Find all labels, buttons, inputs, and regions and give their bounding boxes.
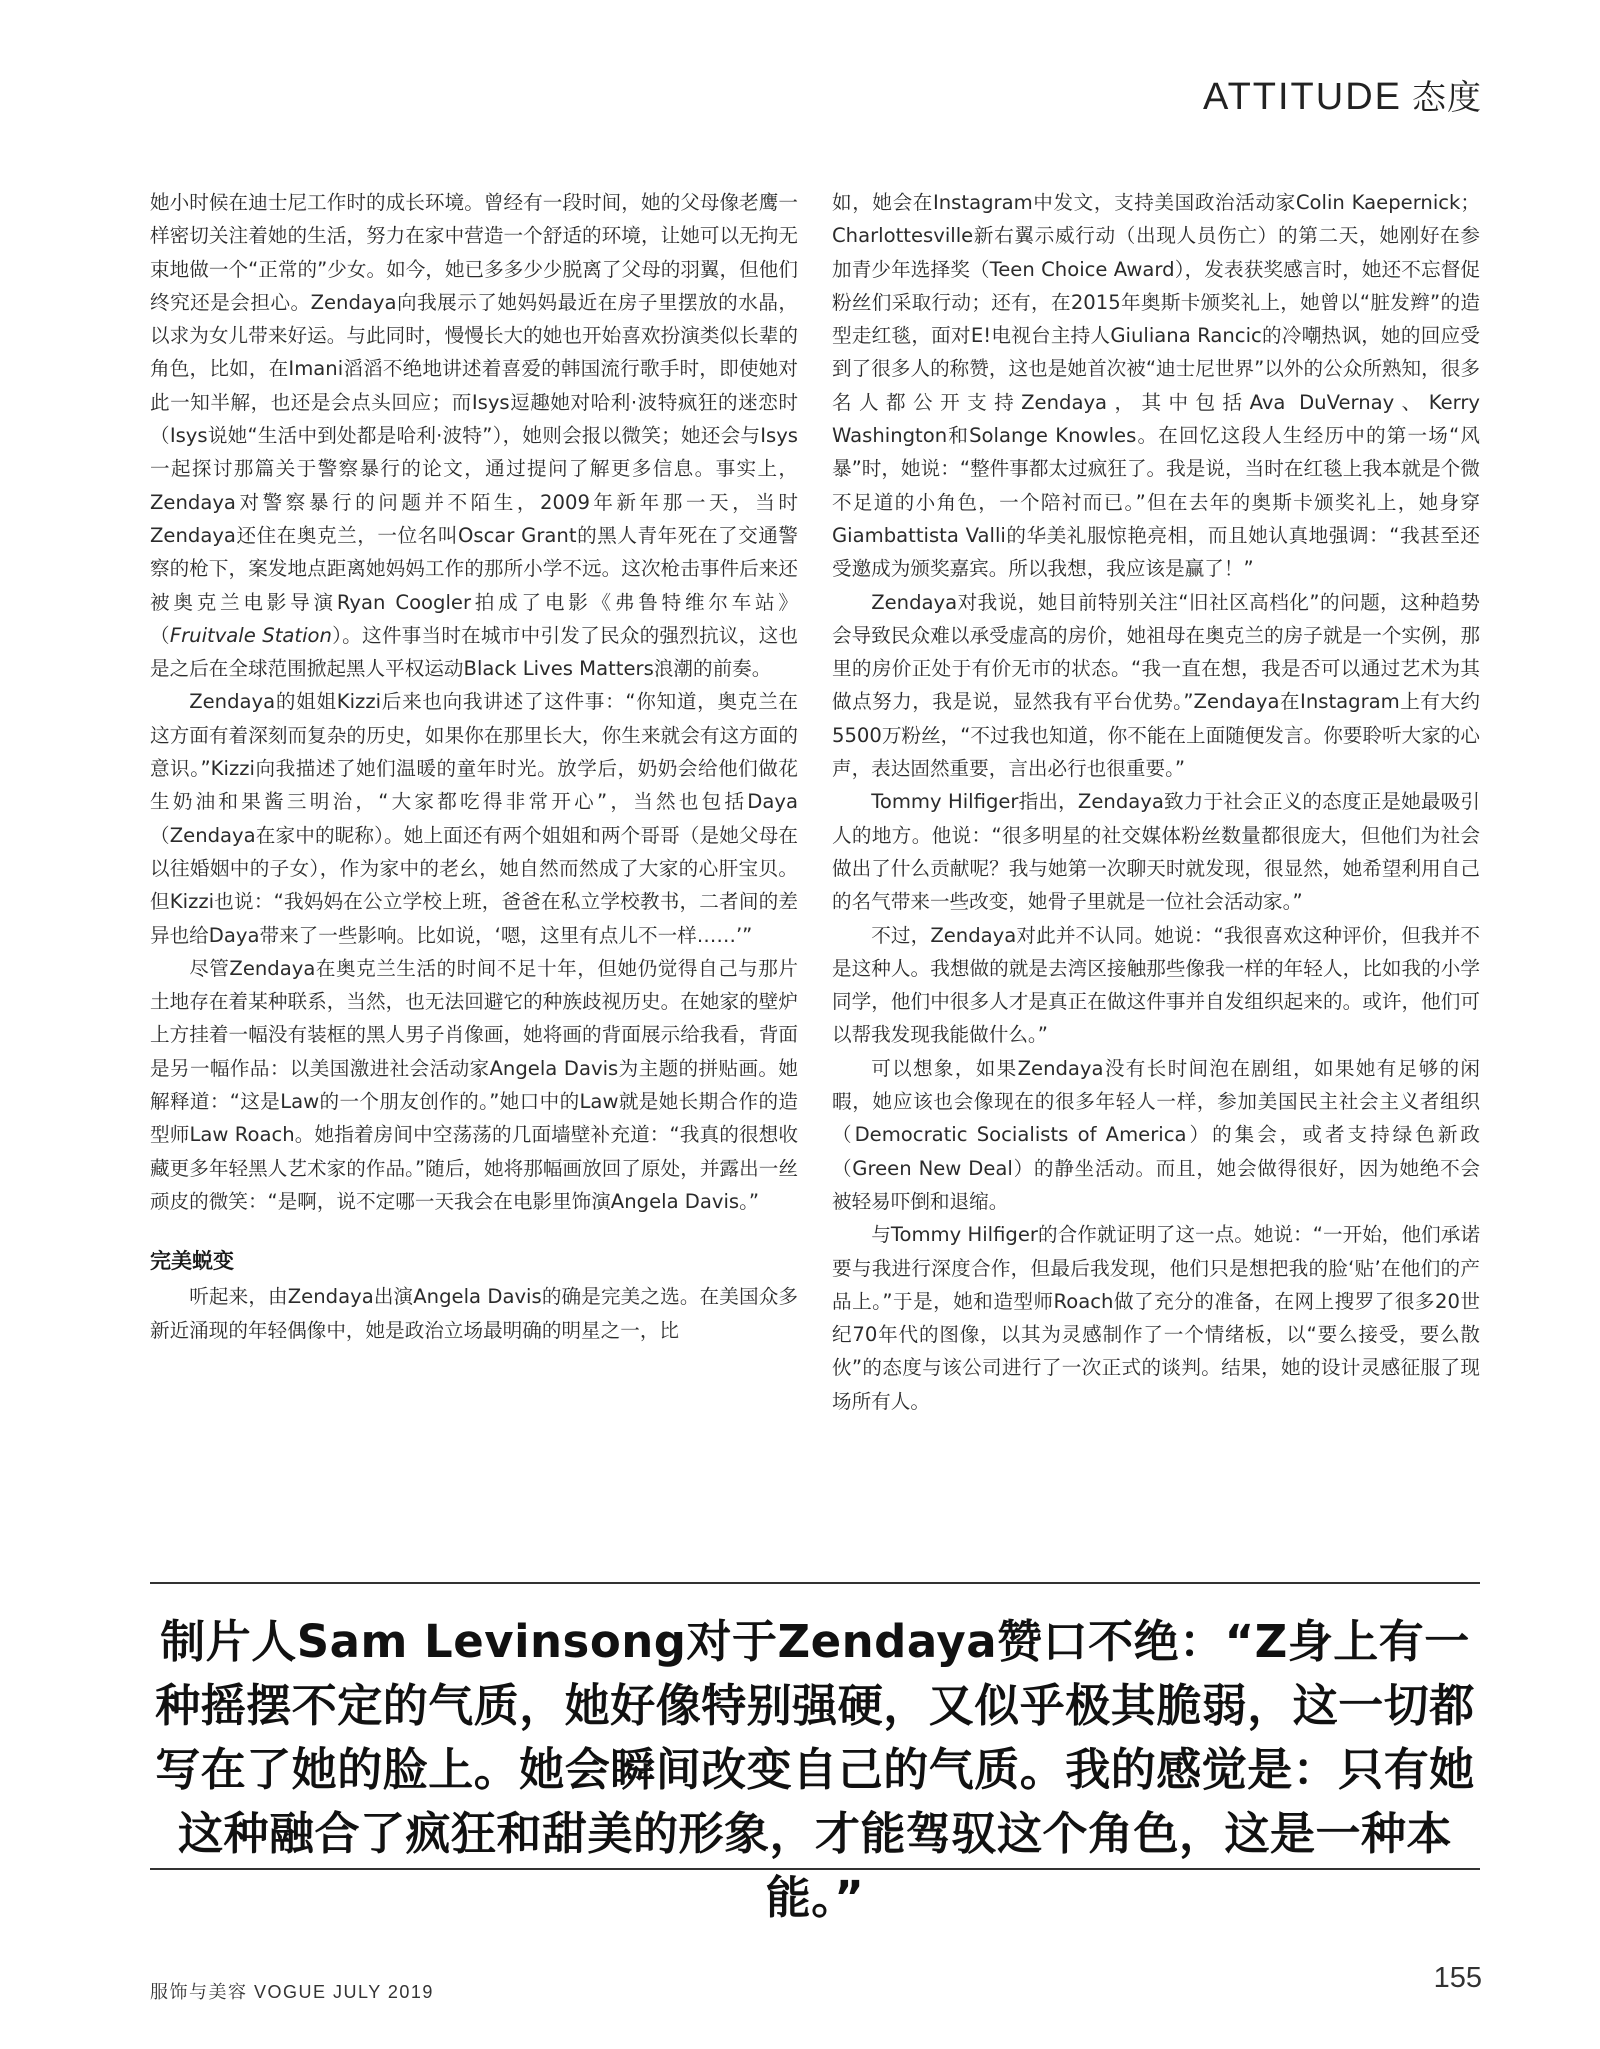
paragraph-text: 她小时候在迪士尼工作时的成长环境。曾经有一段时间，她的父母像老鹰一样密切关注着她的生活，努力在家中营造一个舒适的环境，让她可以无拘无束地做一个“正常的”少女。如今，她已多多少少脱离了父母的羽翼，但他们终究还是会担心。Zendaya向我展示了她妈妈最近在房子里摆放的水晶，以求为女儿带来好运。与此同时，慢慢长大的她也开始喜欢扮演类似长辈的角色，比如，在Imani滔滔不绝地讲述着喜爱的韩国流行歌手时，即使她对此一知半解，也还是会点头回应；而Isys逗趣她对哈利·波特疯狂的迷恋时（Isys说她“生活中到处都是哈利·波特”），她则会报以微笑；她还会与Isys一起探讨那篇关于警察暴行的论文，通过提问了解更多信息。事实上，Zendaya对警察暴行的问题并不陌生，2009年新年那一天，当时Zendaya还住在奥克兰，一位名叫Oscar Grant的黑人青年死在了交通警察的枪下，案发地点距离她妈妈工作的那所小学不远。这次枪击事件后来还被奥克兰电影导演Ryan Coogler拍成了电影《弗鲁特维尔车站》（	[150, 191, 798, 647]
publication-footer: 服饰与美容 VOGUE JULY 2019	[150, 1982, 434, 2002]
article-paragraph: 不过，Zendaya对此并不认同。她说：“我很喜欢这种评价，但我并不是这种人。我想做的就是去湾区接触那些像我一样的年轻人，比如我的小学同学，他们中很多人才是真正在做这件事并自发组织起来的。或许，他们可以帮我发现我能做什么。”	[832, 923, 1480, 1047]
subheading: 完美蜕变	[150, 1249, 234, 1274]
pull-quote: 制片人Sam Levinsong对于Zendaya赞口不绝：“Z身上有一种摇摆不定的气质，她好像特别强硬，又似乎极其脆弱，这一切都写在了她的脸上。她会瞬间改变自己的气质。我的感觉是：只有她这种融合了疯狂和甜美的形象，才能驾驭这个角色，这是一种本能。”	[155, 1615, 1475, 1924]
article-paragraph: Zendaya的姐姐Kizzi后来也向我讲述了这件事：“你知道，奥克兰在这方面有着深刻而复杂的历史，如果你在那里长大，你生来就会有这方面的意识。”Kizzi向我描述了她们温暖的童年时光。放学后，奶奶会给他们做花生奶油和果酱三明治，“大家都吃得非常开心”，当然也包括Daya（Zendaya在家中的昵称）。她上面还有两个姐姐和两个哥哥（是她父母在以往婚姻中的子女），作为家中的老幺，她自然而然成了大家的心肝宝贝。但Kizzi也说：“我妈妈在公立学校上班，爸爸在私立学校教书，二者间的差异也给Daya带来了一些影响。比如说，‘嗯，这里有点儿不一样……’”	[150, 690, 798, 947]
article-paragraph: 如，她会在Instagram中发文，支持美国政治活动家Colin Kaepernick；Charlottesville新右翼示威行动（出现人员伤亡）的第二天，她刚好在参加青少年选择奖（Teen Choice Award），发表获奖感言时，她还不忘督促粉丝们采取行动；还有，在2015年奥斯卡颁奖礼上，她曾以“脏发辫”的造型走红毯，面对E!电视台主持人Giuliana Rancic的冷嘲热讽，她的回应受到了很多人的称赞，这也是她首次被“迪士尼世界”以外的公众所熟知，很多名人都公开支持Zendaya，其中包括Ava DuVernay、Kerry Washington和Solange Knowles。在回忆这段人生经历中的第一场“风暴”时，她说：“整件事都太过疯狂了。我是说，当时在红毯上我本就是个微不足道的小角色，一个陪衬而已。”但在去年的奥斯卡颁奖礼上，她身穿Giambattista Valli的华美礼服惊艳亮相，而且她认真地强调：“我甚至还受邀成为颁奖嘉宾。所以我想，我应该是赢了！”	[832, 191, 1480, 581]
section-header	[1203, 70, 1482, 119]
quote-bottom-divider	[150, 1868, 1480, 1870]
article-paragraph: Tommy Hilfiger指出，Zendaya致力于社会正义的态度正是她最吸引人的地方。他说：“很多明星的社交媒体粉丝数量都很庞大，但他们为社会做出了什么贡献呢？我与她第一次聊天时就发现，很显然，她希望利用自己的名气带来一些改变，她骨子里就是一位社会活动家。”	[832, 790, 1480, 914]
article-paragraph: 尽管Zendaya在奥克兰生活的时间不足十年，但她仍觉得自己与那片土地存在着某种联系，当然，也无法回避它的种族歧视历史。在她家的壁炉上方挂着一幅没有装框的黑人男子肖像画，她将画的背面展示给我看，背面是另一幅作品：以美国激进社会活动家Angela Davis为主题的拼贴画。她解释道：“这是Law的一个朋友创作的。”她口中的Law就是她长期合作的造型师Law Roach。她指着房间中空荡荡的几面墙壁补充道：“我真的很想收藏更多年轻黑人艺术家的作品。”随后，她将那幅画放回了原处，并露出一丝顽皮的微笑：“是啊，说不定哪一天我会在电影里饰演Angela Davis。”	[150, 956, 798, 1213]
right-column	[832, 186, 1480, 1418]
article-paragraph: Zendaya对我说，她目前特别关注“旧社区高档化”的问题，这种趋势会导致民众难以承受虚高的房价，她祖母在奥克兰的房子就是一个实例，那里的房价正处于有价无市的状态。“我一直在想，我是否可以通过艺术为其做点努力，我是说，显然我有平台优势。”Zendaya在Instagram上有大约5500万粉丝，“不过我也知道，你不能在上面随便发言。你要聆听大家的心声，表达固然重要，言出必行也很重要。”	[832, 590, 1480, 781]
left-column	[150, 186, 798, 1347]
article-paragraph: 与Tommy Hilfiger的合作就证明了这一点。她说：“一开始，他们承诺要与我进行深度合作，但最后我发现，他们只是想把我的脸‘贴’在他们的产品上。”于是，她和造型师Roach做了充分的准备，在网上搜罗了很多20世纪70年代的图像，以其为灵感制作了一个情绪板，以“要么接受，要么散伙”的态度与该公司进行了一次正式的谈判。结果，她的设计灵感征服了现场所有人。	[832, 1223, 1480, 1413]
page-number: 155	[1433, 1962, 1482, 1994]
section-title-en: ATTITUDE	[1203, 76, 1402, 118]
film-title: Fruitvale Station	[169, 623, 332, 647]
section-title-zh: 态度	[1412, 79, 1482, 117]
paragraph-text: ）。这件事当时在城市中引发了民众的强烈抗议，这也是之后在全球范围掀起黑人平权运动Black Lives Matters浪潮的前奏。	[150, 623, 798, 681]
article-paragraph: 听起来，由Zendaya出演Angela Davis的确是完美之选。在美国众多新近涌现的年轻偶像中，她是政治立场最明确的明星之一，比	[150, 1285, 798, 1342]
quote-top-divider	[150, 1582, 1480, 1584]
article-paragraph: 可以想象，如果Zendaya没有长时间泡在剧组，如果她有足够的闲暇，她应该也会像现在的很多年轻人一样，参加美国民主社会主义者组织（Democratic Socialists of America）的集会，或者支持绿色新政（Green New Deal）的静坐活动。而且，她会做得很好，因为她绝不会被轻易吓倒和退缩。	[832, 1056, 1480, 1213]
article-paragraph	[150, 186, 798, 685]
